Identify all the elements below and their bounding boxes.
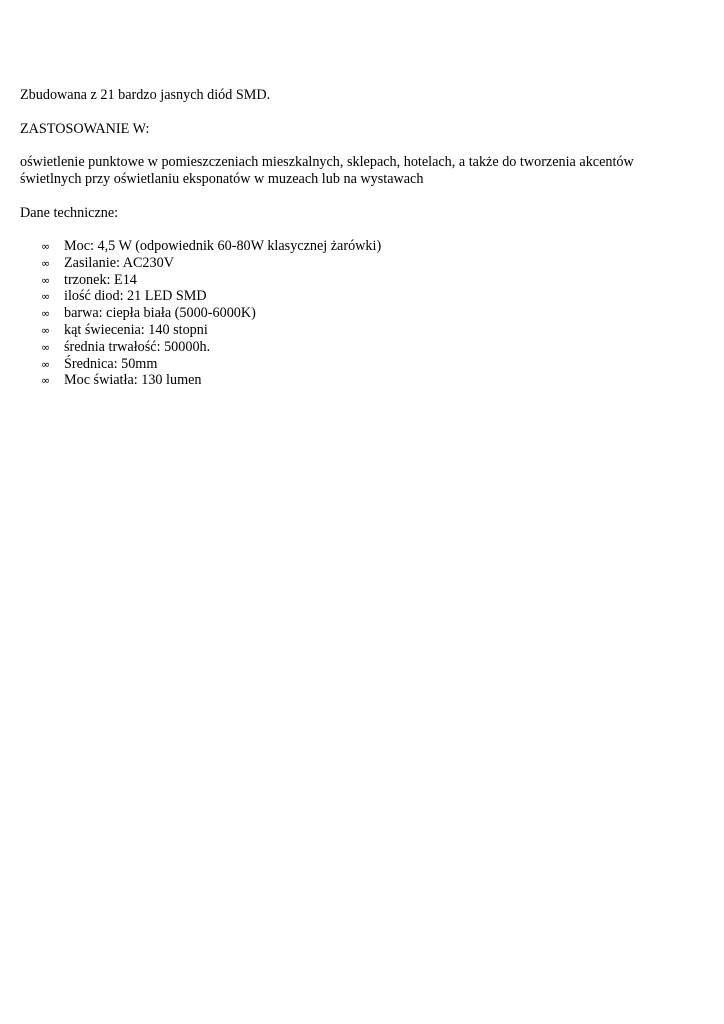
spec-diameter: Średnica: 50mm bbox=[64, 355, 158, 372]
usage-heading: ZASTOSOWANIE W: bbox=[20, 121, 150, 137]
infinity-bullet-icon: ∞ bbox=[41, 256, 51, 270]
infinity-bullet-icon: ∞ bbox=[41, 307, 51, 321]
spec-beam-angle: kąt świecenia: 140 stopni bbox=[64, 321, 208, 338]
infinity-bullet-icon: ∞ bbox=[41, 374, 51, 388]
infinity-bullet-icon: ∞ bbox=[41, 340, 51, 354]
usage-text-line-1: oświetlenie punktowe w pomieszczeniach mieszkalnych, sklepach, hotelach, a także do tworzenia akcentów bbox=[20, 154, 634, 170]
infinity-bullet-icon: ∞ bbox=[41, 323, 51, 337]
technical-data-heading: Dane techniczne: bbox=[20, 205, 119, 221]
spec-luminous-flux: Moc światła: 130 lumen bbox=[64, 372, 202, 389]
infinity-bullet-icon: ∞ bbox=[41, 273, 51, 287]
spec-color: barwa: ciepła biała (5000-6000K) bbox=[64, 305, 256, 322]
infinity-bullet-icon: ∞ bbox=[41, 240, 51, 253]
spec-diode-count: ilość diod: 21 LED SMD bbox=[64, 288, 207, 305]
infinity-bullet-icon: ∞ bbox=[41, 357, 51, 371]
intro-paragraph: Zbudowana z 21 bardzo jasnych diód SMD. bbox=[20, 87, 271, 103]
spec-supply: Zasilanie: AC230V bbox=[64, 254, 174, 271]
usage-text-line-2: świetlnych przy oświetlaniu eksponatów w muzeach lub na wystawach bbox=[20, 171, 424, 187]
infinity-bullet-icon: ∞ bbox=[41, 290, 51, 304]
spec-power: Moc: 4,5 W (odpowiednik 60-80W klasycznej żarówki) bbox=[64, 238, 382, 254]
spec-socket: trzonek: E14 bbox=[64, 271, 137, 288]
spec-lifetime: średnia trwałość: 50000h. bbox=[64, 338, 211, 355]
